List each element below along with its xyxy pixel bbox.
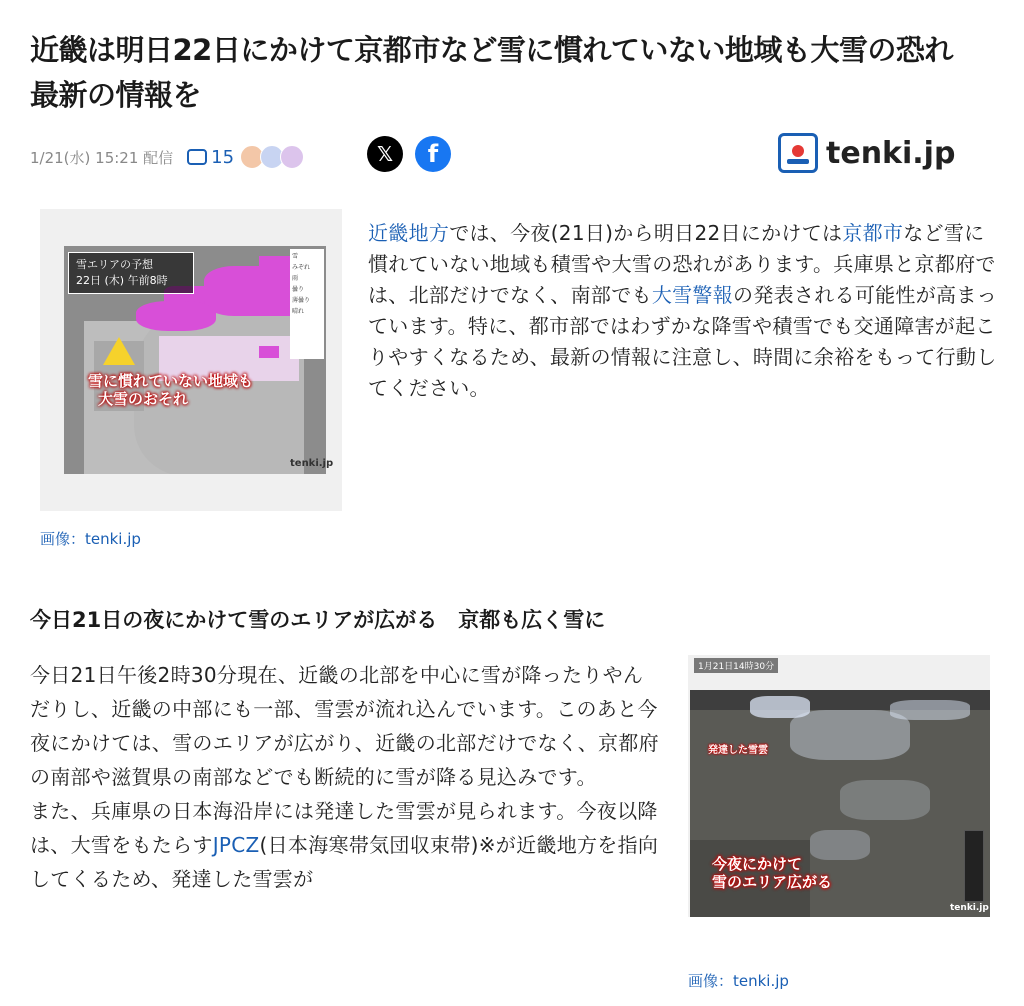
publish-date: 1/21(水) 15:21 配信: [30, 148, 174, 167]
kyoto-city-link[interactable]: 京都市: [842, 221, 904, 245]
radar-scale: [964, 830, 984, 902]
radar-annotation: 発達した雪雲: [708, 745, 768, 756]
heavy-snow-warning-link[interactable]: 大雪警報: [651, 283, 734, 307]
image-watermark: tenki.jp: [950, 903, 989, 913]
comment-count: 15: [211, 146, 235, 168]
x-logo-icon: 𝕏: [376, 142, 394, 166]
radar-image[interactable]: [688, 655, 990, 917]
article-paragraph: 今日21日午後2時30分現在、近畿の北部を中心に雪が降ったりやんだりし、近畿の中部にも一部、雪雲が流れ込んでいます。このあと今夜にかけては、雪のエリアが広がり、近畿の北部だけでなく、京都府の南部や滋賀県の南部などでも断続的に雪が降る見込みです。 また、兵庫県の日本海沿岸には発達した雪雲が見られます。今夜以降は、大雪をもたらすJPCZ(日本海寒帯気団収束帯)※が近畿地方を指向してくるため、発達した雪雲が: [30, 663, 659, 891]
radar-annotation: 今夜にかけて 雪のエリア広がる: [712, 855, 833, 891]
comment-link[interactable]: [187, 147, 234, 168]
reaction-faces[interactable]: [240, 145, 304, 169]
image-caption[interactable]: 画像：tenki.jp: [40, 530, 141, 548]
snow-forecast-image[interactable]: [40, 209, 342, 511]
warning-icon: [103, 337, 135, 365]
reaction-face-icon: [280, 145, 304, 169]
forecast-map-label: 雪エリアの予想 22日 (木) 午前8時: [68, 252, 194, 294]
facebook-share-button[interactable]: [415, 136, 451, 172]
source-name: tenki.jp: [826, 135, 956, 171]
radar-time-label: 1月21日14時30分: [694, 658, 778, 673]
source-logo[interactable]: [778, 133, 955, 173]
kinki-link[interactable]: 近畿地方: [368, 221, 450, 245]
image-watermark: tenki.jp: [290, 458, 334, 469]
map-legend: 雪 みぞれ 雨 曇り 薄曇り 晴れ: [290, 249, 324, 359]
section-heading: 今日21日の夜にかけて雪のエリアが広がる 京都も広く雪に: [30, 608, 606, 632]
article-title: 近畿は明日22日にかけて京都市など雪に慣れていない地域も大雪の恐れ 最新の情報を: [30, 33, 982, 112]
tenki-logo-icon: [778, 133, 818, 173]
warning-text: 雪に慣れていない地域も 大雪のおそれ: [88, 372, 254, 408]
jpcz-link[interactable]: JPCZ: [212, 833, 260, 857]
share-buttons: [367, 136, 463, 172]
article-paragraph: 近畿地方では、今夜(21日)から明日22日にかけては京都市など雪に慣れていない地域も積雪や大雪の恐れがあります。兵庫県と京都府では、北部だけでなく、南部でも大雪警報の発表される可能性が高まっています。特に、都市部ではわずかな降雪や積雪でも交通障害が起こりやすくなるため、最新の情報に注意し、時間に余裕をもって行動してください。: [368, 221, 997, 400]
article-meta: [30, 146, 304, 168]
comment-icon: [187, 149, 207, 165]
image-caption[interactable]: 画像：tenki.jp: [688, 972, 789, 990]
facebook-logo-icon: f: [427, 140, 439, 168]
x-share-button[interactable]: [367, 136, 403, 172]
